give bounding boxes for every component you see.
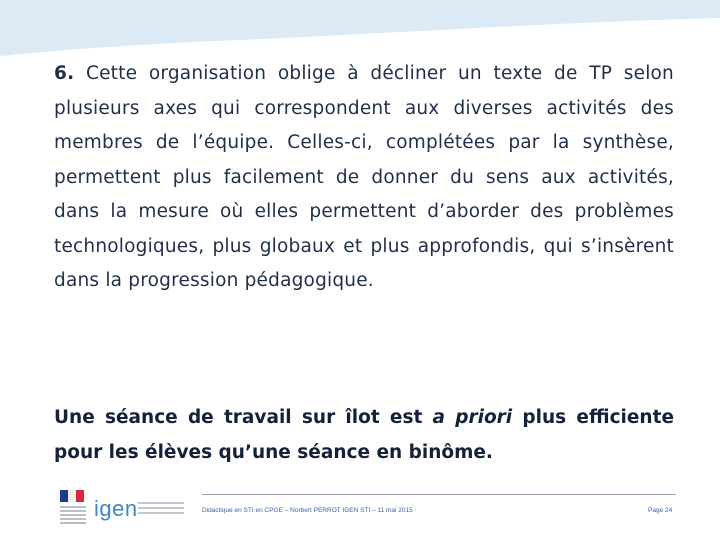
conclusion-text-end: plus efficiente pour les élèves qu’une séance en binôme. xyxy=(54,407,674,463)
conclusion-emphasis: a priori xyxy=(432,407,513,428)
igen-logo-subtitle xyxy=(138,502,184,517)
paragraph-conclusion xyxy=(54,401,674,470)
footer-divider xyxy=(202,494,676,495)
paragraph-organisation xyxy=(54,57,674,299)
republique-francaise-logo xyxy=(56,486,90,532)
page-number: Page 24 xyxy=(648,507,673,514)
footer-caption: Didactique en STI en CPGE – Norbert PERROT IGEN STI – 11 mai 2015 xyxy=(202,507,413,514)
igen-logo: igen xyxy=(94,496,138,521)
conclusion-text-start: Une séance de travail sur îlot est xyxy=(54,407,433,428)
paragraph-number: 6. xyxy=(54,63,75,84)
paragraph-text: Cette organisation oblige à décliner un texte de TP selon plusieurs axes qui correspondent aux diverses activités des membres de l’équipe. Celles-ci, complétées par la synthèse, permettent plus facilement de donner du sens aux activités, dans la mesure où elles permettent d’aborder des problèmes technologiques, plus globaux et plus approfondis, qui s’insèrent dans la progression pédagogique. xyxy=(54,63,674,291)
